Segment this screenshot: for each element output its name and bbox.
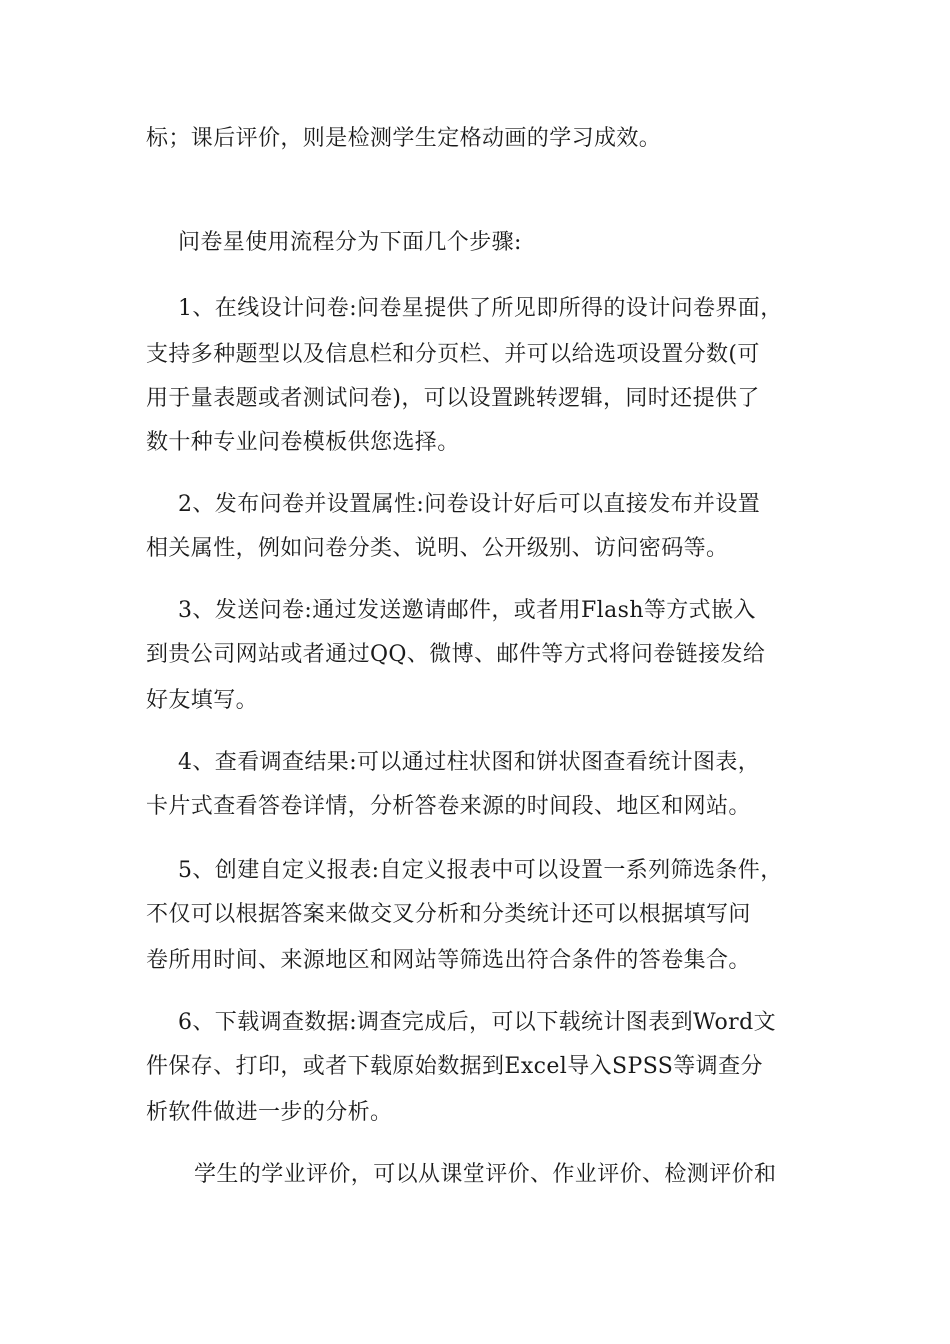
text-line: 5、创建自定义报表:自定义报表中可以设置一系列筛选条件， [178,858,783,883]
text-line: 4、查看调查结果:可以通过柱状图和饼状图查看统计图表， [178,750,761,775]
text-line: 好友填写。 [146,688,259,713]
text-line: 卡片式查看答卷详情，分析答卷来源的时间段、地区和网站。 [146,794,751,819]
text-line: 3、发送问卷:通过发送邀请邮件，或者用Flash等方式嵌入 [178,598,756,623]
text-line: 学生的学业评价，可以从课堂评价、作业评价、检测评价和 [194,1162,777,1187]
text-line: 数十种专业问卷模板供您选择。 [146,430,460,455]
text-line: 到贵公司网站或者通过QQ、微博、邮件等方式将问卷链接发给 [146,642,766,667]
text-line: 支持多种题型以及信息栏和分页栏、并可以给选项设置分数(可 [146,342,760,367]
text-line: 1、在线设计问卷:问卷星提供了所见即所得的设计问卷界面， [178,296,783,321]
text-line: 问卷星使用流程分为下面几个步骤: [178,230,522,255]
text-line: 2、发布问卷并设置属性:问卷设计好后可以直接发布并设置 [178,492,761,517]
text-line: 卷所用时间、来源地区和网站等筛选出符合条件的答卷集合。 [146,948,751,973]
text-line: 不仅可以根据答案来做交叉分析和分类统计还可以根据填写问 [146,902,751,927]
text-line: 件保存、打印，或者下载原始数据到Excel导入SPSS等调查分 [146,1054,763,1079]
text-line: 用于量表题或者测试问卷)，可以设置跳转逻辑，同时还提供了 [146,386,760,411]
text-line: 6、下载调查数据:调查完成后，可以下载统计图表到Word文 [178,1010,776,1035]
text-line: 析软件做进一步的分析。 [146,1100,393,1125]
text-line: 相关属性，例如问卷分类、说明、公开级别、访问密码等。 [146,536,729,561]
text-line: 标；课后评价，则是检测学生定格动画的学习成效。 [146,126,662,151]
